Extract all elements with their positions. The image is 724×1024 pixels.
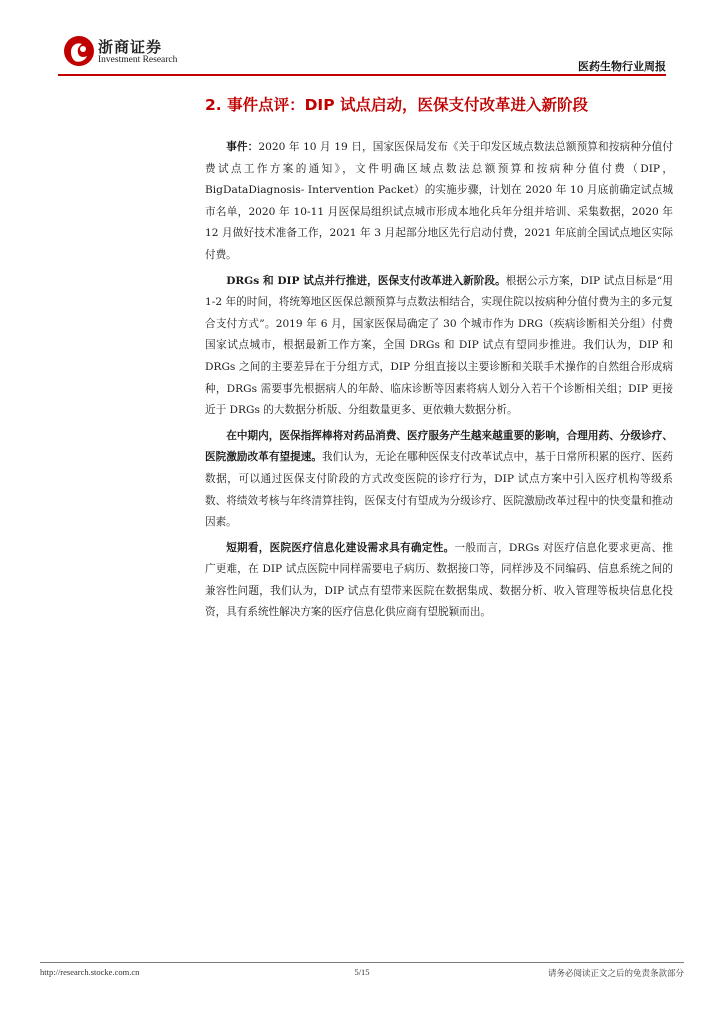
paragraph-lead: 在中期内，医保指挥棒将对药品消费、医疗服务产生越来越重要的影响，合理用药、分级诊疗、医院激励改革有望提速。 [205,429,673,464]
paragraph-body: 一般而言，DRGs 对医疗信息化要求更高、推广更难，在 DIP 试点医院中同样需要电子病历、数据接口等，同样涉及不同编码、信息系统之间的兼容性问题，我们认为，DIP 试点有望带来医院在数据集成、数据分析、收入管理等板块信息化投资，具有系统性解决方案的医疗信息化供应商有望脱颖而出。 [205,541,673,619]
logo-english-name: Investment Research [98,55,178,65]
page-number: 5/15 [354,967,370,977]
footer-disclaimer: 请务必阅读正文之后的免责条款部分 [547,969,684,979]
paragraph-lead: 短期看，医院医疗信息化建设需求具有确定性。 [226,541,455,554]
paragraph-event [205,137,673,267]
paragraph-drg-dip [205,271,673,422]
header-divider [58,74,666,76]
main-content [205,93,673,628]
section-heading: 2. 事件点评：DIP 试点启动，医保支付改革进入新阶段 [205,96,588,114]
paragraph-short-term [205,538,673,624]
report-title: 医药生物行业周报 [578,60,666,73]
footer-divider [40,962,684,963]
paragraph-body: 我们认为，无论在哪种医保支付改革试点中，基于日常所积累的医疗、医药数据，可以通过医保支付阶段的方式改变医院的诊疗行为，DIP 试点方案中引入医疗机构等级系数、将绩效考核与年终清算挂钩，医保支付有望成为分级诊疗、医院激励改革过程中的快变量和推动因素。 [205,451,674,529]
logo-chinese-name: 浙商证券 [98,38,163,56]
paragraph-lead: 事件： [226,141,259,153]
paragraph-mid-term [205,426,673,534]
paragraph-lead: DRGs 和 DIP 试点并行推进，医保支付改革进入新阶段。 [226,274,506,287]
paragraph-body: 2020 年 10 月 19 日，国家医保局发布《关于印发区域点数法总额预算和按病种分值付费试点工作方案的通知》，文件明确区域点数法总额预算和按病种分值付费（DIP，BigDataDiagnosis- Intervention Packet）的实施步骤，计划在 2020 年 10 月底前确定试点城市名单，2020 年 10-11 月医保局组织试点城市形成本地化兵年分组并培训、采集数据，2020 年 12 月做好技术准备工作，2021 年 3 月起部分地区先行启动付费，2021 年底前全国试点地区实际付费。 [205,141,673,261]
logo-mark-icon [62,34,96,68]
paragraph-body: 根据公示方案，DIP 试点目标是“用 1-2 年的时间，将统筹地区医保总额预算与点数法相结合，实现住院以按病种分值付费为主的多元复合支付方式”。2019 年 6 月，国家医保局确定了 30 个城市作为 DRG（疾病诊断相关分组）付费国家试点城市，根据最新工作方案，全国 DRGs 和 DIP 试点有望同步推进。我们认为，DIP 和 DRGs 之间的主要差异在于分组方式，DIP 分组直接以主要诊断和关联手术操作的自然组合形成病种，DRGs 需要事先根据病人的年龄、临床诊断等因素将病人划分入若干个诊断相关组；DIP 更接近于 DRGs 的大数据分析版、分组数量更多、更依赖大数据分析。 [205,274,673,417]
company-logo [62,34,182,68]
footer-website-link[interactable]: http://research.stocke.com.cn [40,967,140,977]
